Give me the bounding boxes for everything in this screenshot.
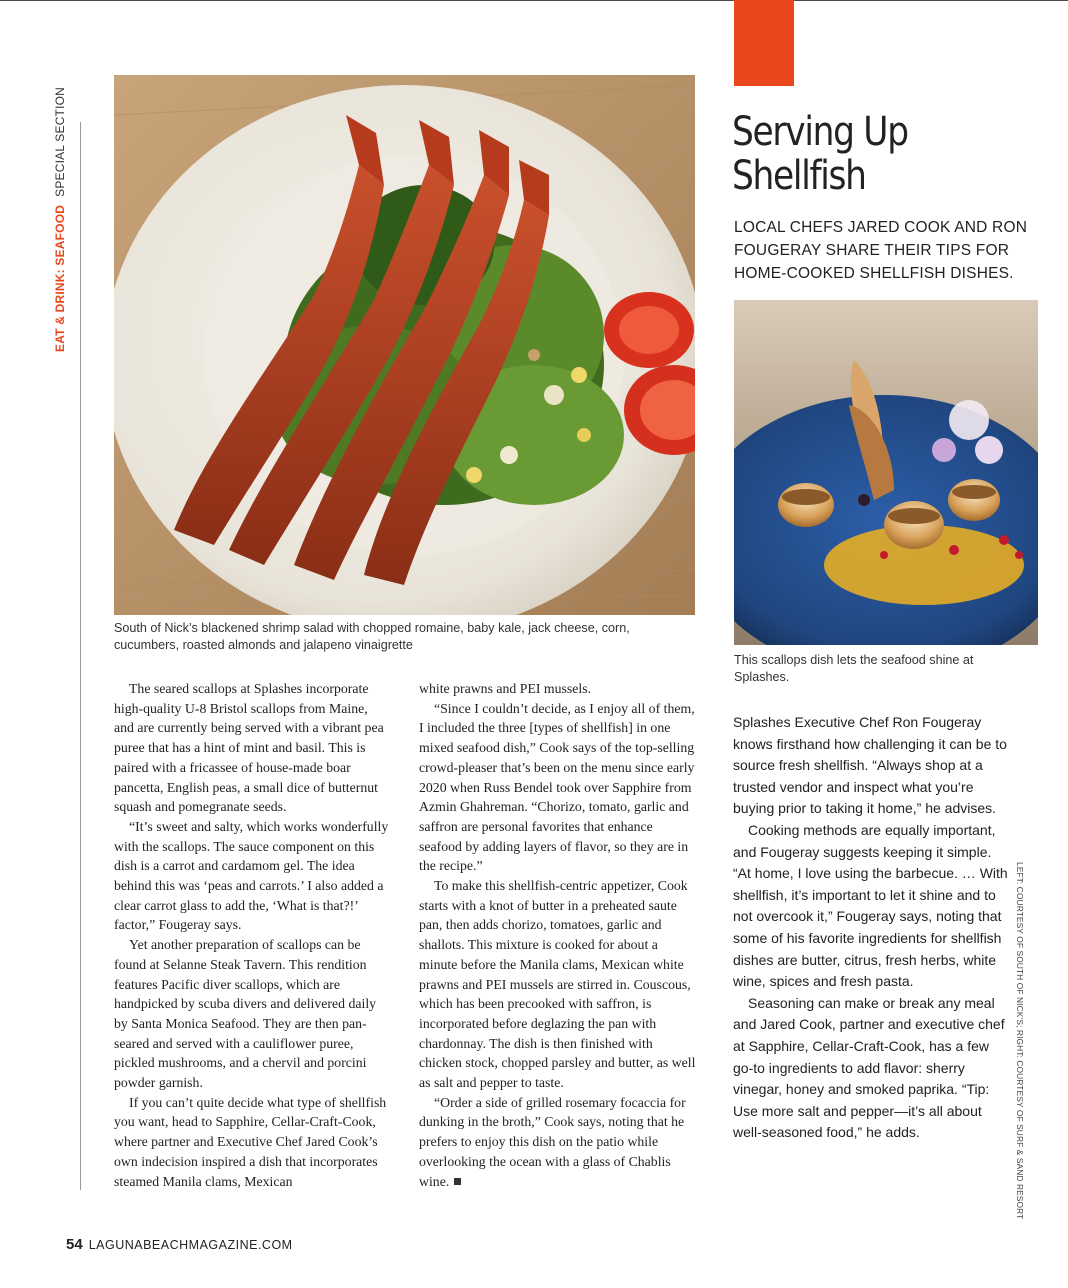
- website-link[interactable]: LAGUNABEACHMAGAZINE.COM: [88, 1238, 293, 1252]
- scallops-photo: [734, 300, 1038, 645]
- title-line-2: Shellfish: [732, 153, 866, 199]
- paragraph: “It’s sweet and salty, which works wonderfully with the scallops. The sauce component on this dish is a carrot and cardamom gel. The idea behind this was ‘peas and carrots.’ I also added a clear carrot glass to add the, ‘What is that?!’ factor,” Fougeray says.: [114, 818, 389, 933]
- paragraph: white prawns and PEI mussels.: [419, 681, 592, 696]
- section-accent-tab: [734, 0, 794, 86]
- paragraph: If you can’t quite decide what type of shellfish you want, head to Sapphire, Cellar-Craft-Cook, where partner and Executive Chef Jared Cook’s own indecision inspired a dish that incorporates steamed Manila clams, Mexican: [114, 1094, 387, 1189]
- section-label: [52, 86, 68, 352]
- section-category: EAT & DRINK: SEAFOOD: [53, 204, 67, 352]
- article-title: [732, 110, 1007, 198]
- main-photo-caption: South of Nick’s blackened shrimp salad with chopped romaine, baby kale, jack cheese, corn, cucumbers, roasted almonds and jalapeno vinaigrette: [114, 621, 630, 652]
- top-rule: [0, 0, 1068, 1]
- paragraph: Yet another preparation of scallops can be found at Selanne Steak Tavern. This rendition features Pacific diver scallops, which are handpicked by scuba divers and delivered daily by Santa Monica Seafood. They are then pan-seared and served with a cauliflower puree, pickled mushrooms, and a chervil and porcini powder garnish.: [114, 937, 377, 1091]
- page-footer: [66, 1236, 293, 1254]
- side-photo-caption: This scallops dish lets the seafood shine at Splashes.: [734, 653, 974, 684]
- body-column-1: [114, 679, 391, 1191]
- section-type: SPECIAL SECTION: [53, 86, 67, 197]
- body-column-3: [733, 712, 1008, 1144]
- paragraph: To make this shellfish-centric appetizer, Cook starts with a knot of butter in a preheated saute pan, then adds chorizo, tomatoes, garlic and shallots. This mixture is cooked for about a minute before the Manila clams, Mexican white prawns and PEI mussels are stirred in. Couscous, which has been precooked with saffron, is incorporated before deglazing the pan with chardonnay. The dish is then finished with chicken stock, chopped parsley and butter, as well as salt and pepper to taste.: [419, 878, 696, 1091]
- paragraph: “Since I couldn’t decide, as I enjoy all of them, I included the three [types of shellfish] in one mixed seafood dish,” Cook says of the top-selling crowd-pleaser that’s been on the menu since early 2020 when Russ Bendel took over Sapphire from Azmin Ghahreman. “Chorizo, tomato, garlic and saffron are personal favorites that enhance seafood by adding layers of flavor, so they are in the recipe.”: [419, 700, 695, 874]
- end-mark-icon: [454, 1178, 461, 1185]
- shrimp-salad-photo: [114, 75, 695, 615]
- paragraph-text: “Order a side of grilled rosemary focaccia for dunking in the broth,” Cook says, noting that he prefers to enjoy this dish on the patio while overlooking the ocean with a glass of Chablis wine.: [419, 1094, 686, 1189]
- paragraph: Splashes Executive Chef Ron Fougeray knows firsthand how challenging it can be to source fresh shellfish. “Always shop at a trusted vendor and inspect what you’re buying prior to taking it home,” he advises.: [733, 714, 1007, 817]
- paragraph: Seasoning can make or break any meal and Jared Cook, partner and executive chef at Sapphire, Cellar-Craft-Cook, has a few go-to ingredients to add flavor: sherry vinegar, honey and smoked paprika. “Tip: Use more salt and pepper—it’s all about well-seasoned food,” he adds.: [733, 994, 1005, 1141]
- photo-credits: LEFT: COURTESY OF SOUTH OF NICK’S; RIGHT: COURTESY OF SURF & SAND RESORT: [1015, 862, 1025, 1220]
- margin-rule: [80, 122, 81, 1190]
- paragraph: Cooking methods are equally important, and Fougeray suggests keeping it simple. “At home, I love using the barbecue. … With shellfish, it’s important to let it shine and to not overcook it,” Fougeray says, noting that some of his favorite ingredients for shellfish dishes are butter, citrus, fresh herbs, white wine, spices and fresh pasta.: [733, 821, 1008, 990]
- article-deck: LOCAL CHEFS JARED COOK AND RON FOUGERAY SHARE THEIR TIPS FOR HOME-COOKED SHELLFISH DISHES.: [734, 219, 1028, 282]
- paragraph-last: [419, 1093, 696, 1192]
- page-number: 54: [66, 1236, 83, 1253]
- title-line-1: Serving Up: [732, 109, 908, 155]
- body-column-2: [419, 679, 696, 1191]
- paragraph: The seared scallops at Splashes incorporate high-quality U-8 Bristol scallops from Maine, and are currently being served with a vibrant pea puree that has a hint of mint and basil. This is paired with a fricassee of house-made boar pancetta, English peas, a small dice of butternut squash and pomegranate seeds.: [114, 681, 384, 815]
